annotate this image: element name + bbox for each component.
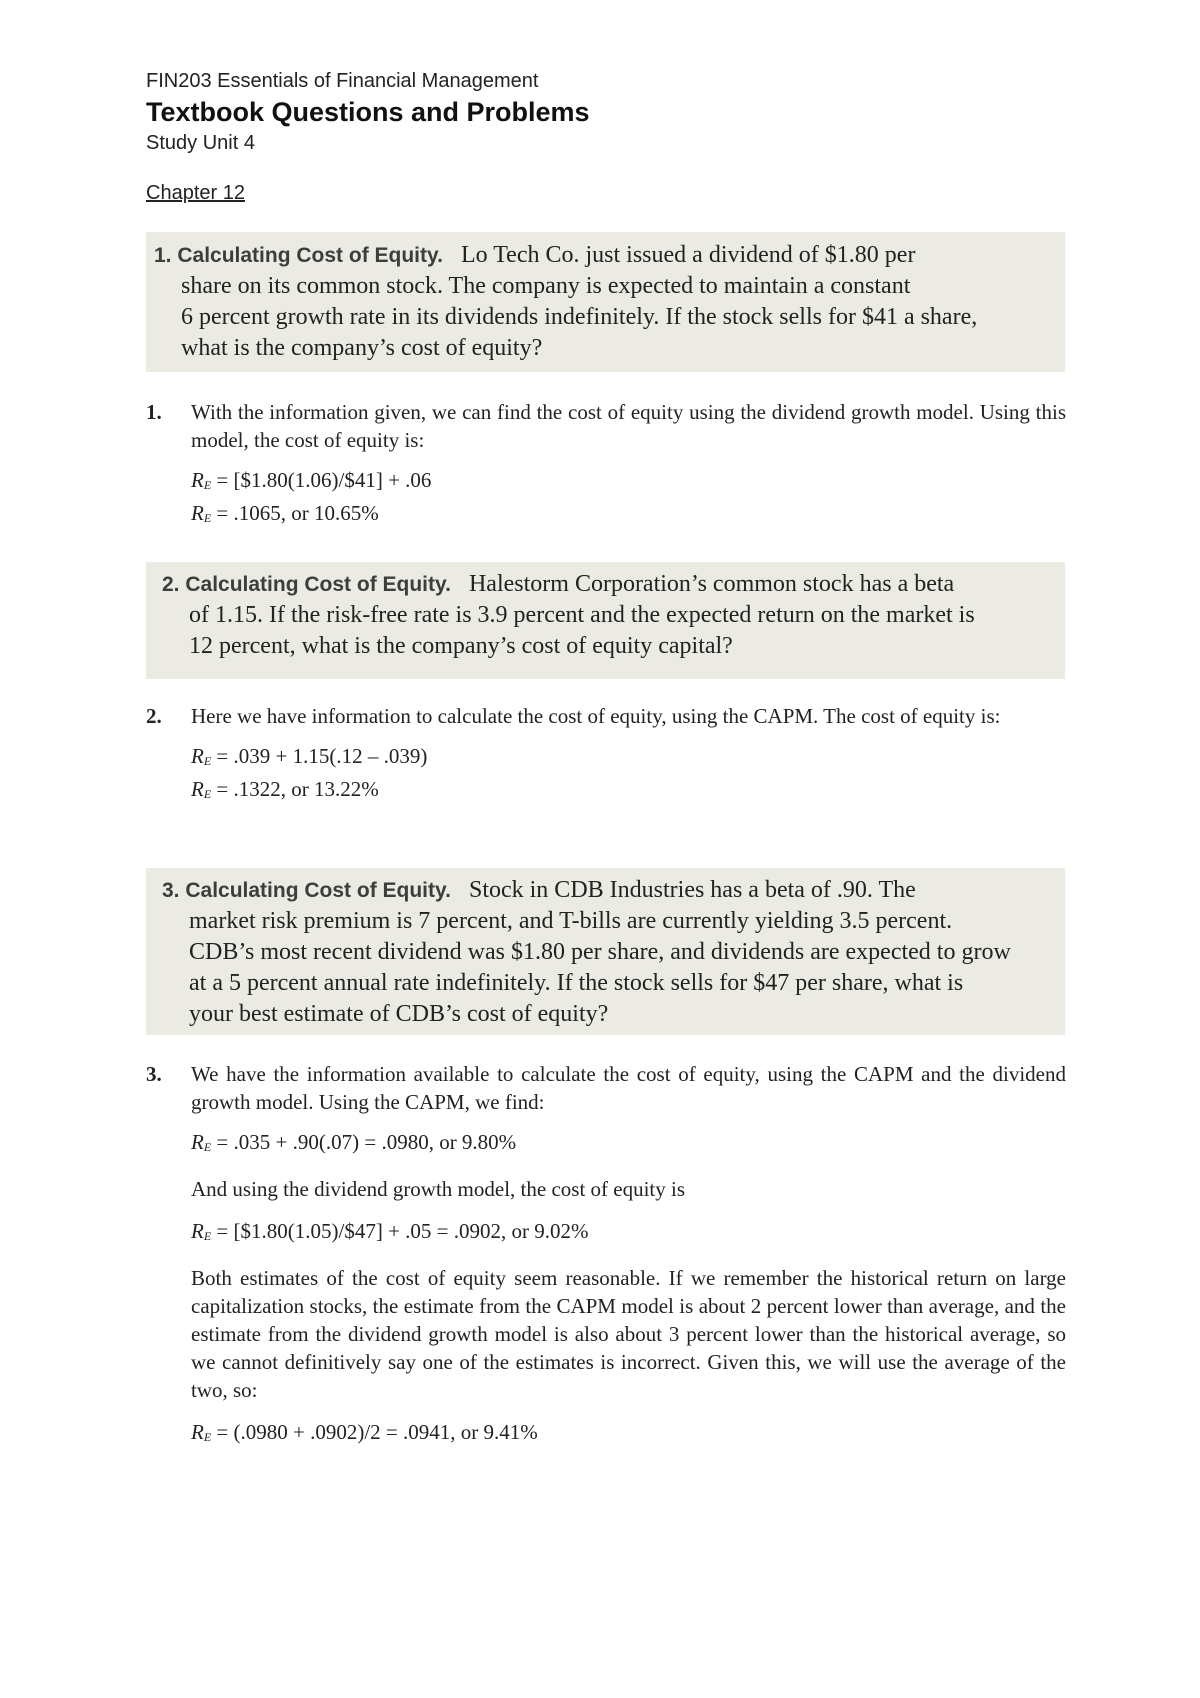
answer-1: [146, 398, 1066, 532]
answer-text: And using the dividend growth model, the cost of equity is: [191, 1177, 686, 1201]
question-label: 3. Calculating Cost of Equity.: [162, 879, 451, 902]
answer-3: [146, 1060, 1066, 1451]
question-box-2: [146, 562, 1065, 679]
question-line: what is the company’s cost of equity?: [181, 335, 543, 361]
question-label: 2. Calculating Cost of Equity.: [162, 573, 451, 596]
question-line: 12 percent, what is the company’s cost of equity capital?: [189, 633, 733, 659]
question-line: CDB’s most recent dividend was $1.80 per share, and dividends are expected to grow: [189, 939, 1011, 965]
question-line: market risk premium is 7 percent, and T-bills are currently yielding 3.5 percent.: [189, 908, 953, 934]
answer-2: [146, 702, 1066, 808]
answer-text: Here we have information to calculate the cost of equity, using the CAPM. The cost of equity is:: [191, 704, 1001, 728]
answer-text: Both estimates of the cost of equity seem reasonable. If we remember the historical return on large capitalization stocks, the estimate from the CAPM model is about 2 percent lower than average, and the estimate from the dividend growth model is also about 3 percent lower than the historical average, so we cannot definitively say one of the estimates is incorrect. Given this, we will use the average of the two, so:: [191, 1266, 1066, 1402]
answer-text: We have the information available to calculate the cost of equity, using the CAPM and the dividend growth model. Using the CAPM, we find:: [191, 1062, 1066, 1114]
question-line: at a 5 percent annual rate indefinitely. If the stock sells for $47 per share, what is: [189, 970, 964, 996]
answer-number: 3.: [146, 1062, 162, 1086]
chapter-heading: Chapter 12: [146, 182, 245, 204]
question-line: your best estimate of CDB’s cost of equity?: [189, 1001, 609, 1027]
question-line: share on its common stock. The company is expected to maintain a constant: [181, 273, 911, 299]
equation: $R_E = .039 + 1.15(.12 - .039)$: [191, 744, 428, 768]
course-title: FIN203 Essentials of Financial Management: [146, 70, 539, 92]
document-title: Textbook Questions and Problems: [146, 97, 590, 127]
equation: $R_E$ = [$1.80(1.06)/$41] + .06: [191, 468, 432, 492]
question-line: 2. Calculating Cost of Equity. Halestorm Corporation’s common stock has a beta: [162, 571, 955, 597]
equation: $R_E$ = [$1.80(1.05)/$47] + .05 = .0902, or 9.02%: [191, 1219, 589, 1243]
study-unit: Study Unit 4: [146, 132, 255, 154]
question-line: of 1.15. If the risk-free rate is 3.9 percent and the expected return on the market is: [189, 602, 975, 628]
question-box-3: [146, 868, 1065, 1035]
equation: $R_E = .035 + .90(.07) = .0980$, or 9.80%: [191, 1130, 517, 1154]
equation: $R_E = .1065$, or 10.65%: [191, 501, 379, 525]
answer-number: 2.: [146, 704, 162, 728]
equation: $R_E = .1322$, or 13.22%: [191, 777, 379, 801]
question-box-1: [146, 232, 1065, 372]
question-label: 1. Calculating Cost of Equity.: [154, 244, 443, 267]
equation: $R_E = (.0980 + .0902)/2 = .0941$, or 9.41%: [191, 1420, 538, 1444]
question-line: 6 percent growth rate in its dividends indefinitely. If the stock sells for $41 a share,: [181, 304, 978, 330]
answer-number: 1.: [146, 400, 162, 424]
question-line: 3. Calculating Cost of Equity. Stock in CDB Industries has a beta of .90. The: [162, 877, 916, 903]
question-line: 1. Calculating Cost of Equity. Lo Tech Co. just issued a dividend of $1.80 per: [154, 242, 916, 268]
answer-text: With the information given, we can find the cost of equity using the dividend growth model. Using this model, the cost of equity is:: [191, 400, 1066, 452]
